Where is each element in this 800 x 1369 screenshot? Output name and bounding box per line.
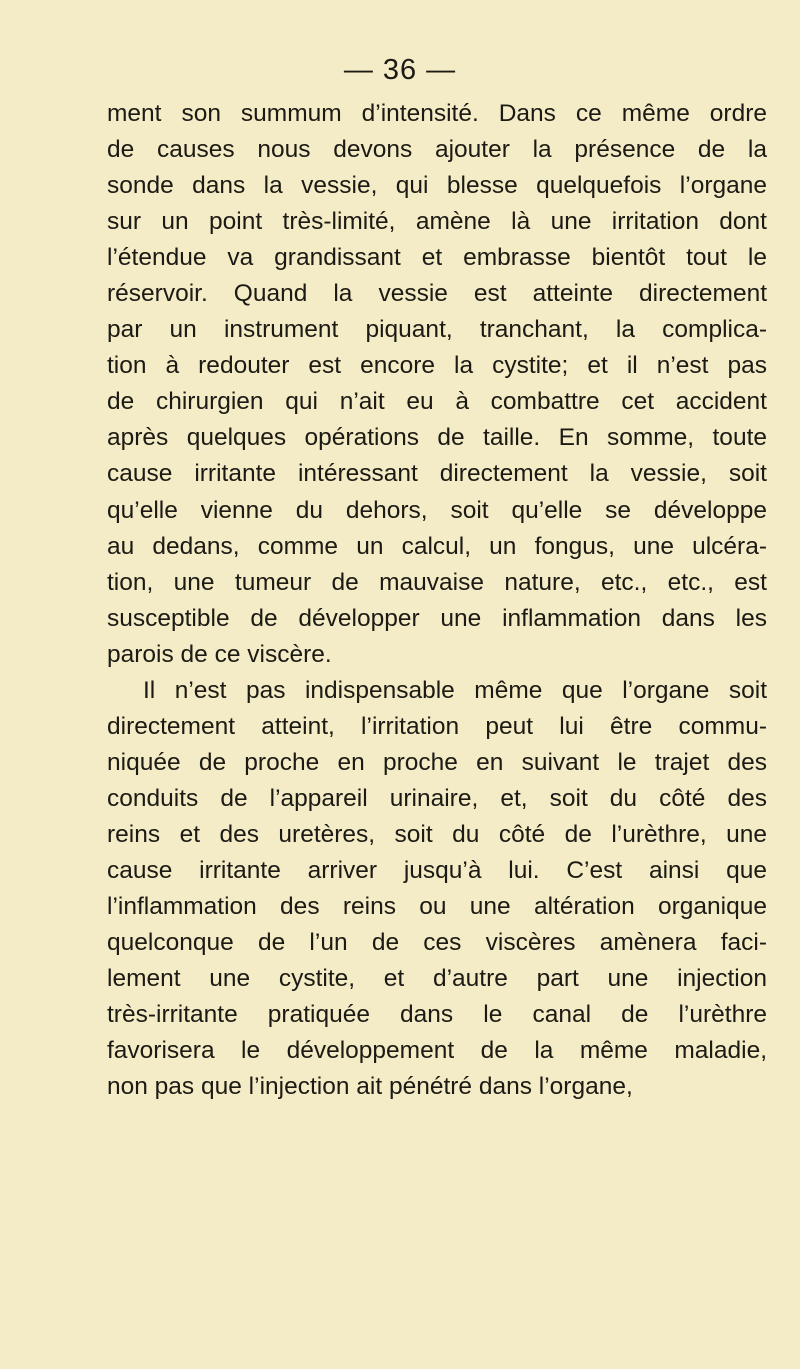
text-line: lement une cystite, et d’autre part une injection bbox=[107, 965, 767, 993]
text-line: susceptible de développer une inflammation dans les bbox=[107, 604, 767, 632]
text-line: Il n’est pas indispensable même que l’organe soit bbox=[143, 676, 767, 704]
text-line: qu’elle vienne du dehors, soit qu’elle se développe bbox=[107, 496, 767, 524]
paragraph bbox=[107, 673, 767, 1106]
text-line: favorisera le développement de la même maladie, bbox=[107, 1037, 767, 1065]
text-line: reins et des uretères, soit du côté de l’urèthre, une bbox=[107, 820, 767, 848]
text-line: non pas que l’injection ait pénétré dans l’organe, bbox=[107, 1073, 633, 1101]
text-line: l’étendue va grandissant et embrasse bientôt tout le bbox=[107, 244, 767, 272]
text-line: de causes nous devons ajouter la présence de la bbox=[107, 136, 767, 164]
text-line: niquée de proche en proche en suivant le trajet des bbox=[107, 748, 767, 776]
text-line: l’inflammation des reins ou une altération organique bbox=[107, 893, 767, 921]
text-line: après quelques opérations de taille. En somme, toute bbox=[107, 424, 767, 452]
text-line: de chirurgien qui n’ait eu à combattre cet accident bbox=[107, 388, 767, 416]
paragraph bbox=[107, 96, 767, 673]
text-line: conduits de l’appareil urinaire, et, soit du côté des bbox=[107, 784, 767, 812]
text-line: ment son summum d’intensité. Dans ce même ordre bbox=[107, 100, 767, 127]
text-line: parois de ce viscère. bbox=[107, 640, 332, 668]
text-line: au dedans, comme un calcul, un fongus, une ulcéra- bbox=[107, 532, 767, 560]
text-line: quelconque de l’un de ces viscères amènera faci- bbox=[107, 929, 767, 957]
text-line: cause irritante arriver jusqu’à lui. C’est ainsi que bbox=[107, 856, 767, 884]
body-text bbox=[107, 96, 767, 1105]
text-line: tion à redouter est encore la cystite; et il n’est pas bbox=[107, 352, 767, 380]
text-line: cause irritante intéressant directement la vessie, soit bbox=[107, 460, 767, 488]
text-line: réservoir. Quand la vessie est atteinte directement bbox=[107, 280, 767, 308]
text-line: très-irritante pratiquée dans le canal de l’urèthre bbox=[107, 1001, 767, 1029]
text-line: sur un point très-limité, amène là une irritation dont bbox=[107, 208, 767, 236]
text-line: directement atteint, l’irritation peut lui être commu- bbox=[107, 712, 767, 740]
text-line: sonde dans la vessie, qui blesse quelquefois l’organe bbox=[107, 172, 767, 200]
text-line: tion, une tumeur de mauvaise nature, etc., etc., est bbox=[107, 568, 767, 596]
text-line: par un instrument piquant, tranchant, la complica- bbox=[107, 316, 767, 344]
page-number: — 36 — bbox=[343, 54, 457, 86]
